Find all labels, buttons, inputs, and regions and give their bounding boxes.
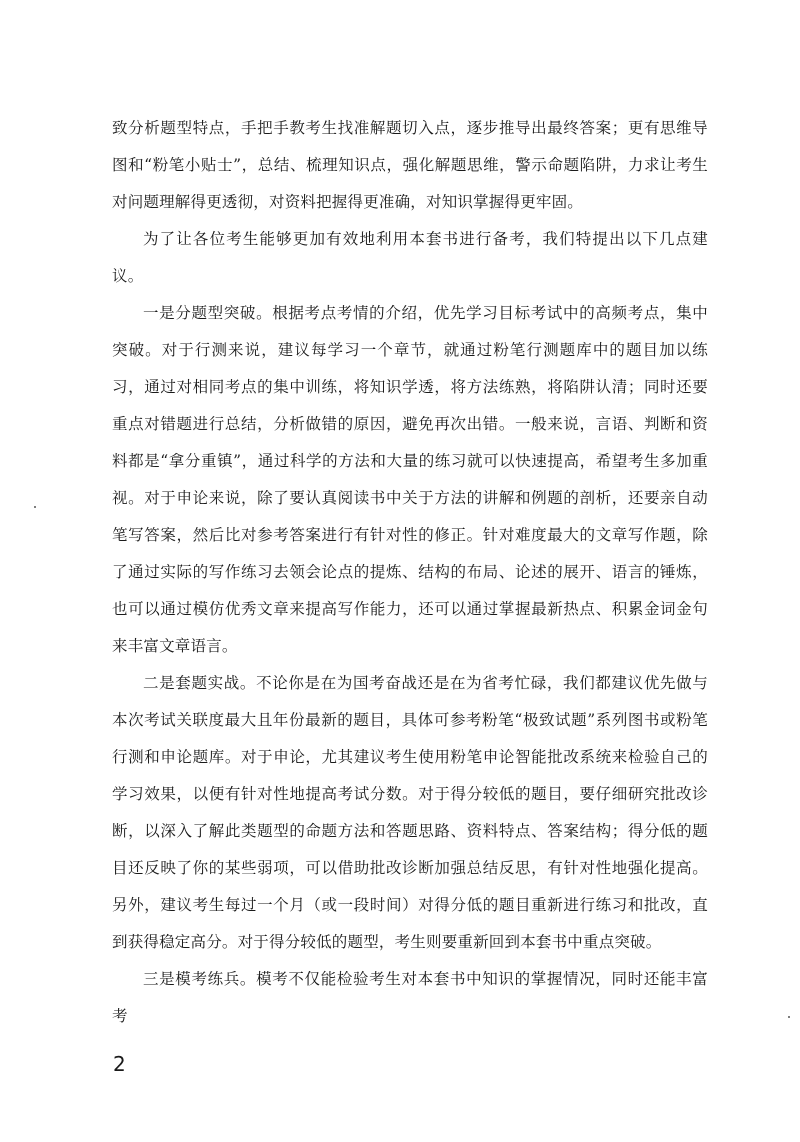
page-body [112,110,708,1035]
paragraph-intro-suggestions: 为了让各位考生能够更加有效地利用本套书进行备考，我们特提出以下几点建议。 [112,230,708,285]
scan-speck [788,1016,790,1018]
paragraph-suggestion-two: 二是套题实战。不论你是在为国考奋战还是在为省考忙碌，我们都建议优先做与本次考试关联度最大且年份最新的题目，具体可参考粉笔“极致试题”系列图书或粉笔行测和申论题库。对于申论，尤其建议考生使用粉笔申论智能批改系统来检验自己的学习效果，以便有针对性地提高考试分数。对于得分较低的题目，要仔细研究批改诊断，以深入了解此类题型的命题方法和答题思路、资料特点、答案结构；得分低的题目还反映了你的某些弱项，可以借助批改诊断加强总结反思，有针对性地强化提高。另外，建议考生每过一个月（或一段时间）对得分低的题目重新进行练习和批改，直到获得稳定高分。对于得分较低的题型，考生则要重新回到本套书中重点突破。 [112,674,708,951]
paragraph-suggestion-one: 一是分题型突破。根据考点考情的介绍，优先学习目标考试中的高频考点，集中突破。对于行测来说，建议每学习一个章节，就通过粉笔行测题库中的题目加以练习，通过对相同考点的集中训练，将知识学透，将方法练熟，将陷阱认清；同时还要重点对错题进行总结，分析做错的原因，避免再次出错。一般来说，言语、判断和资料都是“拿分重镇”，通过科学的方法和大量的练习就可以快速提高，希望考生多加重视。对于申论来说，除了要认真阅读书中关于方法的讲解和例题的剖析，还要亲自动笔写答案，然后比对参考答案进行有针对性的修正。针对难度最大的文章写作题，除了通过实际的写作练习去领会论点的提炼、结构的布局、论述的展开、语言的锤炼，也可以通过模仿优秀文章来提高写作能力，还可以通过掌握最新热点、积累金词金句来丰富文章语言。 [112,304,708,655]
page-number: 2 [113,1052,126,1076]
paragraph-suggestion-three: 三是模考练兵。模考不仅能检验考生对本套书中知识的掌握情况，同时还能丰富考 [112,970,708,1025]
paragraph-continuation: 致分析题型特点，手把手教考生找准解题切入点，逐步推导出最终答案；更有思维导图和“粉笔小贴士”，总结、梳理知识点，强化解题思维，警示命题陷阱，力求让考生对问题理解得更透彻，对资料把握得更准确，对知识掌握得更牢固。 [112,119,708,211]
scan-speck [34,506,36,508]
